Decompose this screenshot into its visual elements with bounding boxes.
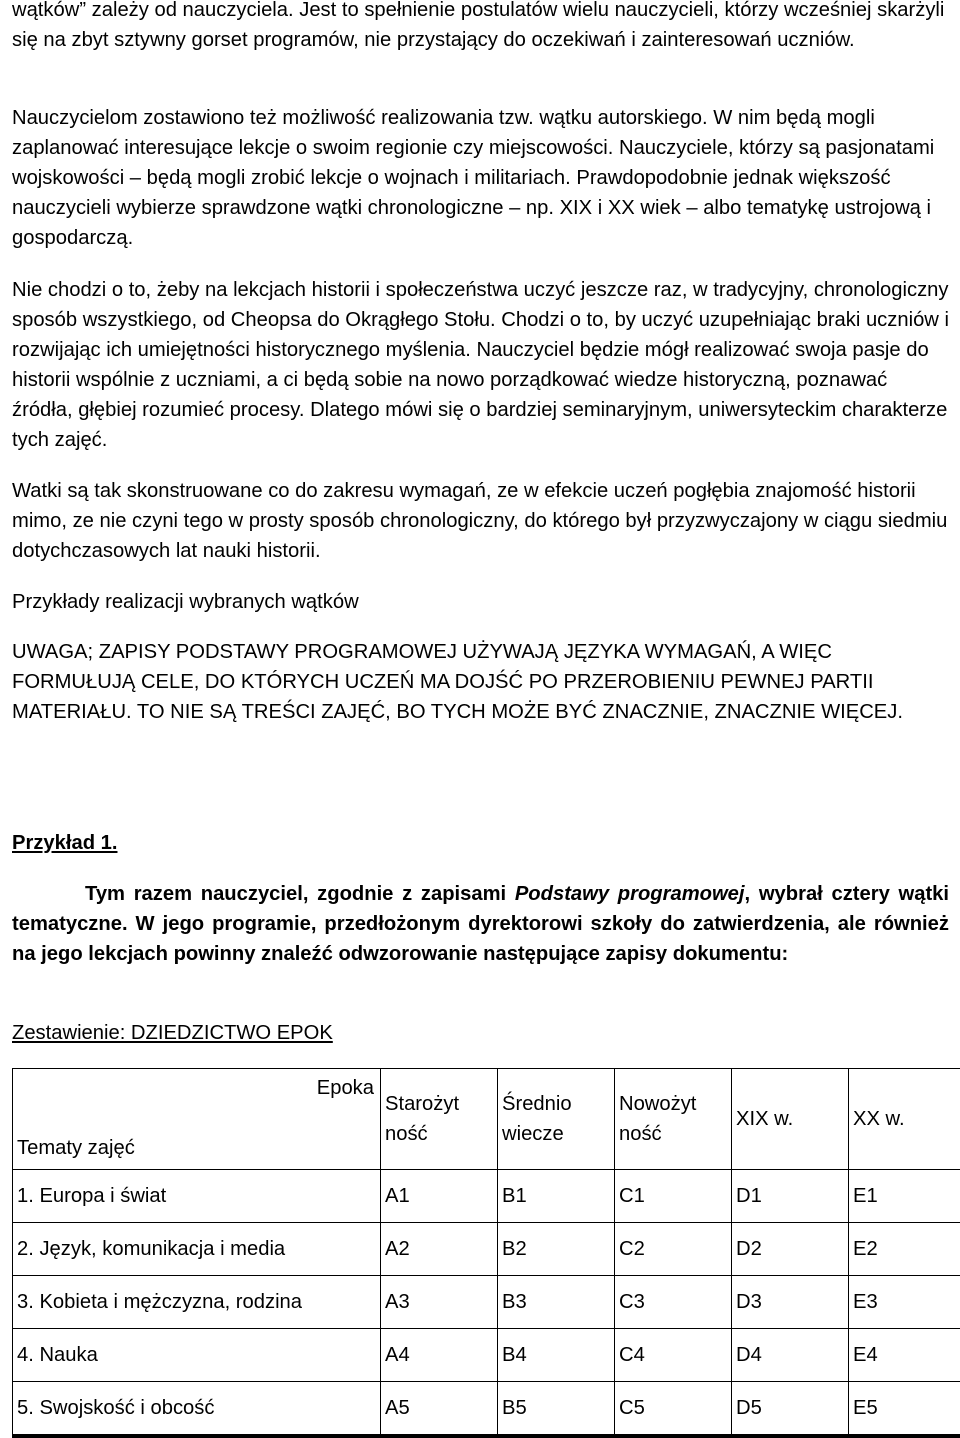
paragraph-thread-construction: Watki są tak skonstruowane co do zakresu wymagań, ze w efekcie uczeń pogłębia znajomość historii mimo, ze nie czyni tego w prosty sposób chronologiczny, do którego był przyzwyczajony w ciągu siedmiu dotychczasowych lat nauki historii. [12,476,952,566]
table-cell: A5 [381,1382,498,1437]
paragraph-author-thread: Nauczycielom zostawiono też możliwość realizowania tzw. wątku autorskiego. W nim będą mogli zaplanować interesujące lekcje o swoim regionie czy miejscowości. Nauczyciele, którzy są pasjonatami wojskowości – będą mogli zrobić lekcje o wojnach i militariach. Prawdopodobnie jednak większość nauczycieli wybierze sprawdzone wątki chronologiczne – np. XIX i XX wiek – albo tematykę ustrojową i gospodarczą. [12,103,952,253]
topic-cell: 4. Nauka [13,1329,381,1382]
table-cell: B3 [498,1276,615,1329]
table-cell: A3 [381,1276,498,1329]
paragraph-teaching-approach: Nie chodzi o to, żeby na lekcjach historii i społeczeństwa uczyć jeszcze raz, w tradycyjny, chronologiczny sposób wszystkiego, od Cheopsa do Okrągłego Stołu. Chodzi o to, by uczyć uzupełniając braki uczniów i rozwijając ich umiejętności historycznego myślenia. Nauczyciel będzie mógł realizować swoja pasje do historii wspólnie z uczniami, a ci będą sobie na nowo porządkować wiedze historyczną, poznawać źródła, głębiej rozumieć procesy. Dlatego mówi się o bardziej seminaryjnym, uniwersyteckim charakterze tych zajęć. [12,275,952,455]
table-cell: E5 [849,1382,960,1437]
paragraph-examples-title: Przykłady realizacji wybranych wątków [12,587,952,617]
column-header: Średnio wiecze [498,1069,615,1170]
table-cell: E3 [849,1276,960,1329]
table-row [13,1382,960,1437]
paragraph-threads-intro: wątków” zależy od nauczyciela. Jest to spełnienie postulatów wielu nauczycieli, którzy wcześniej skarżyli się na zbyt sztywny gorset programów, nie przystający do oczekiwań i zainteresowań uczniów. [12,0,952,55]
table-cell: B4 [498,1329,615,1382]
column-header: XIX w. [732,1069,849,1170]
topic-cell: 2. Język, komunikacja i media [13,1223,381,1276]
table-cell: C4 [615,1329,732,1382]
corner-epoch-label: Epoka [317,1073,374,1103]
corner-topics-label: Tematy zajęć [17,1133,135,1163]
topic-cell: 5. Swojskość i obcość [13,1382,381,1437]
table-cell: E1 [849,1170,960,1223]
table-cell: E4 [849,1329,960,1382]
column-header: XX w. [849,1069,960,1170]
table-cell: D5 [732,1382,849,1437]
example-intro-italic: Podstawy programowej [515,883,745,905]
table-corner-cell [13,1069,381,1170]
table-row [13,1276,960,1329]
table-cell: C3 [615,1276,732,1329]
table-cell: D3 [732,1276,849,1329]
table-row [13,1329,960,1382]
topic-cell: 1. Europa i świat [13,1170,381,1223]
table-cell: B5 [498,1382,615,1437]
column-header: Nowożyt ność [615,1069,732,1170]
table-cell: C1 [615,1170,732,1223]
column-header: Starożyt ność [381,1069,498,1170]
table-cell: D4 [732,1329,849,1382]
table-row [13,1223,960,1276]
summary-heading: Zestawienie: DZIEDZICTWO EPOK [12,1018,333,1048]
table-row [13,1170,960,1223]
table-cell: B1 [498,1170,615,1223]
table-cell: C5 [615,1382,732,1437]
table-cell: D1 [732,1170,849,1223]
example-intro: Tym razem nauczyciel, zgodnie z zapisami Podstawy programowej, wybrał cztery wątki tematyczne. W jego programie, przedłożonym dyrektorowi szkoły do zatwierdzenia, ale również na jego lekcjach powinny znaleźć odwzorowanie następujące zapisy dokumentu: [12,879,949,969]
table-header-row [13,1069,960,1170]
epochs-table [12,1068,960,1438]
table-cell: A2 [381,1223,498,1276]
table-cell: E2 [849,1223,960,1276]
table-cell: C2 [615,1223,732,1276]
table-cell: A1 [381,1170,498,1223]
table-cell: A4 [381,1329,498,1382]
table-cell: B2 [498,1223,615,1276]
example-heading: Przykład 1. [12,828,117,858]
topic-cell: 3. Kobieta i mężczyzna, rodzina [13,1276,381,1329]
paragraph-warning: UWAGA; ZAPISY PODSTAWY PROGRAMOWEJ UŻYWAJĄ JĘZYKA WYMAGAŃ, A WIĘC FORMUŁUJĄ CELE, DO KTÓRYCH UCZEŃ MA DOJŚĆ PO PRZEROBIENIU PEWNEJ PARTII MATERIAŁU. TO NIE SĄ TREŚCI ZAJĘĆ, BO TYCH MOŻE BYĆ ZNACZNIE, ZNACZNIE WIĘCEJ. [12,637,952,727]
table-cell: D2 [732,1223,849,1276]
